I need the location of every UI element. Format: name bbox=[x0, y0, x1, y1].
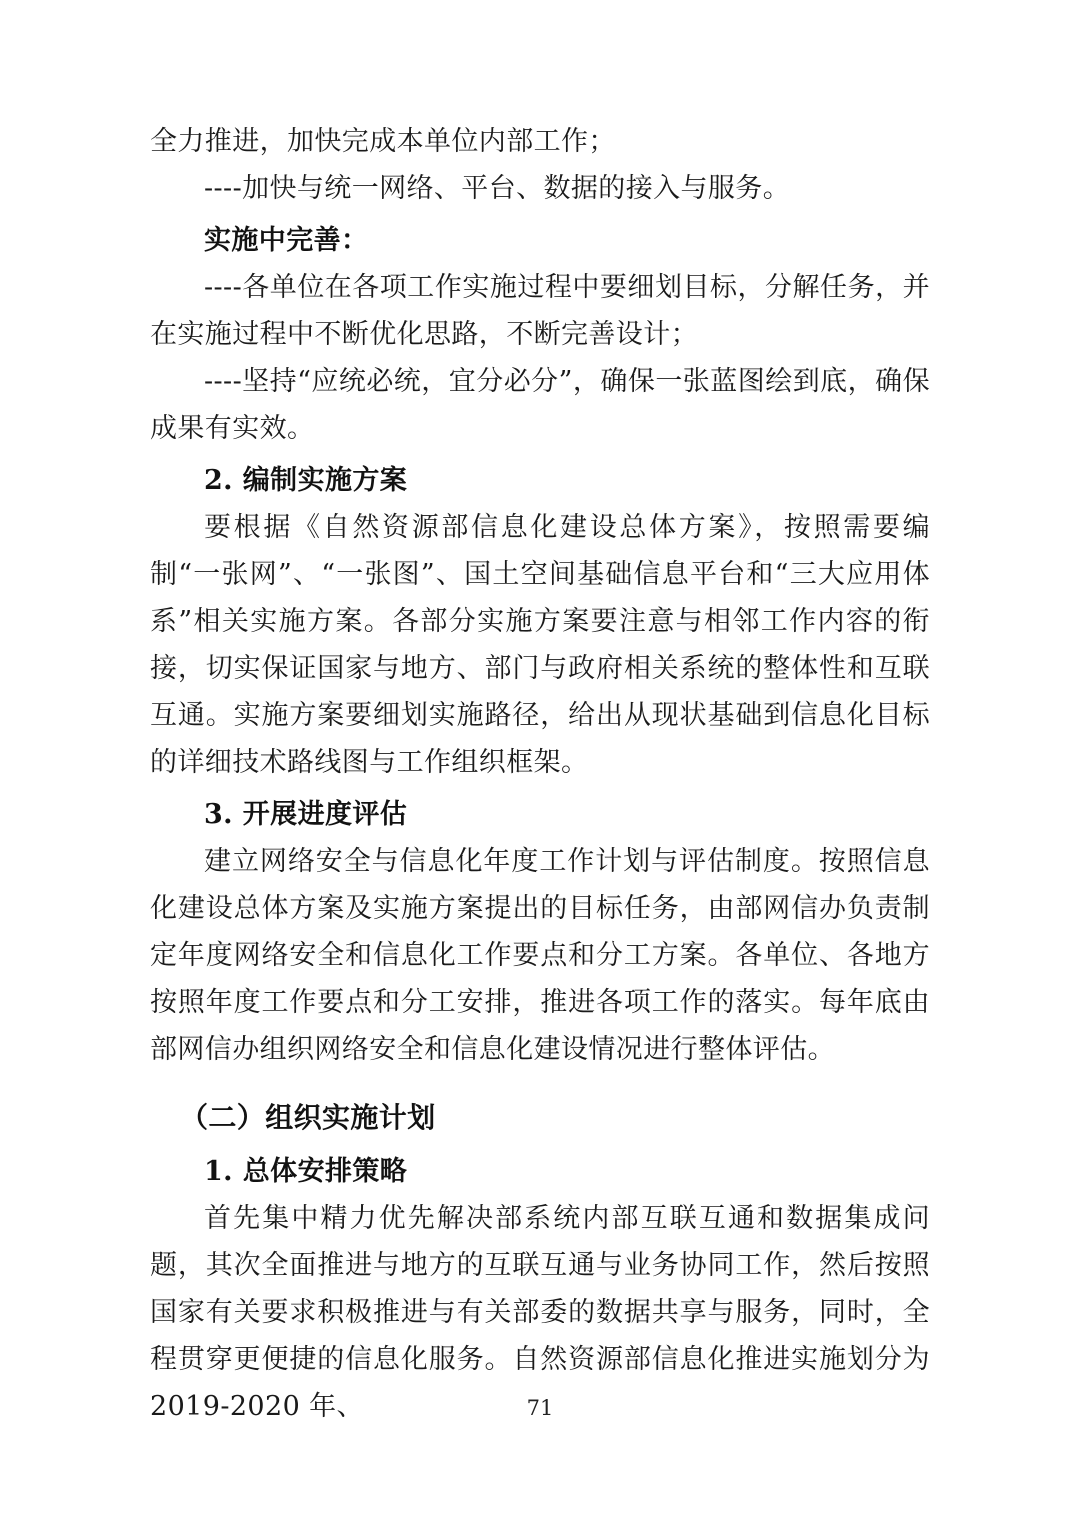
paragraph-body: 首先集中精力优先解决部系统内部互联互通和数据集成问题，其次全面推进与地方的互联互通与业务协同工作，然后按照国家有关要求积极推进与有关部委的数据共享与服务，同时，全程贯穿更便捷的信息化服务。自然资源部信息化推进实施划分为 2019-2020 年、 bbox=[150, 1203, 930, 1422]
page-body bbox=[150, 118, 930, 1430]
paragraph-dash-item: ----坚持“应统必统，宜分必分”，确保一张蓝图绘到底，确保成果有实效。 bbox=[150, 366, 930, 444]
paragraph-body: 要根据《自然资源部信息化建设总体方案》，按照需要编制“一张网”、“一张图”、国土空间基础信息平台和“三大应用体系”相关实施方案。各部分实施方案要注意与相邻工作内容的衔接，切实保证国家与地方、部门与政府相关系统的整体性和互联互通。实施方案要细划实施路径，给出从现状基础到信息化目标的详细技术路线图与工作组织框架。 bbox=[150, 512, 930, 778]
paragraph-dash-item: ----各单位在各项工作实施过程中要细划目标，分解任务，并在实施过程中不断优化思路，不断完善设计； bbox=[150, 272, 930, 350]
paragraph-body: 建立网络安全与信息化年度工作计划与评估制度。按照信息化建设总体方案及实施方案提出的目标任务，由部网信办负责制定年度网络安全和信息化工作要点和分工方案。各单位、各地方按照年度工作要点和分工安排，推进各项工作的落实。每年底由部网信办组织网络安全和信息化建设情况进行整体评估。 bbox=[150, 846, 930, 1065]
paragraph-dash-item: ----加快与统一网络、平台、数据的接入与服务。 bbox=[204, 173, 791, 204]
paragraph-continuation: 全力推进，加快完成本单位内部工作； bbox=[150, 126, 616, 157]
section-heading-organize-implementation: （二）组织实施计划 bbox=[180, 1101, 436, 1134]
spacer bbox=[150, 1073, 930, 1093]
heading-2-compile-plan: 2. 编制实施方案 bbox=[204, 465, 408, 496]
heading-3-progress-evaluation: 3. 开展进度评估 bbox=[204, 799, 408, 830]
subheading-implement-improve: 实施中完善： bbox=[204, 225, 369, 256]
heading-1-overall-strategy: 1. 总体安排策略 bbox=[204, 1156, 408, 1187]
page-number: 71 bbox=[526, 1396, 554, 1420]
